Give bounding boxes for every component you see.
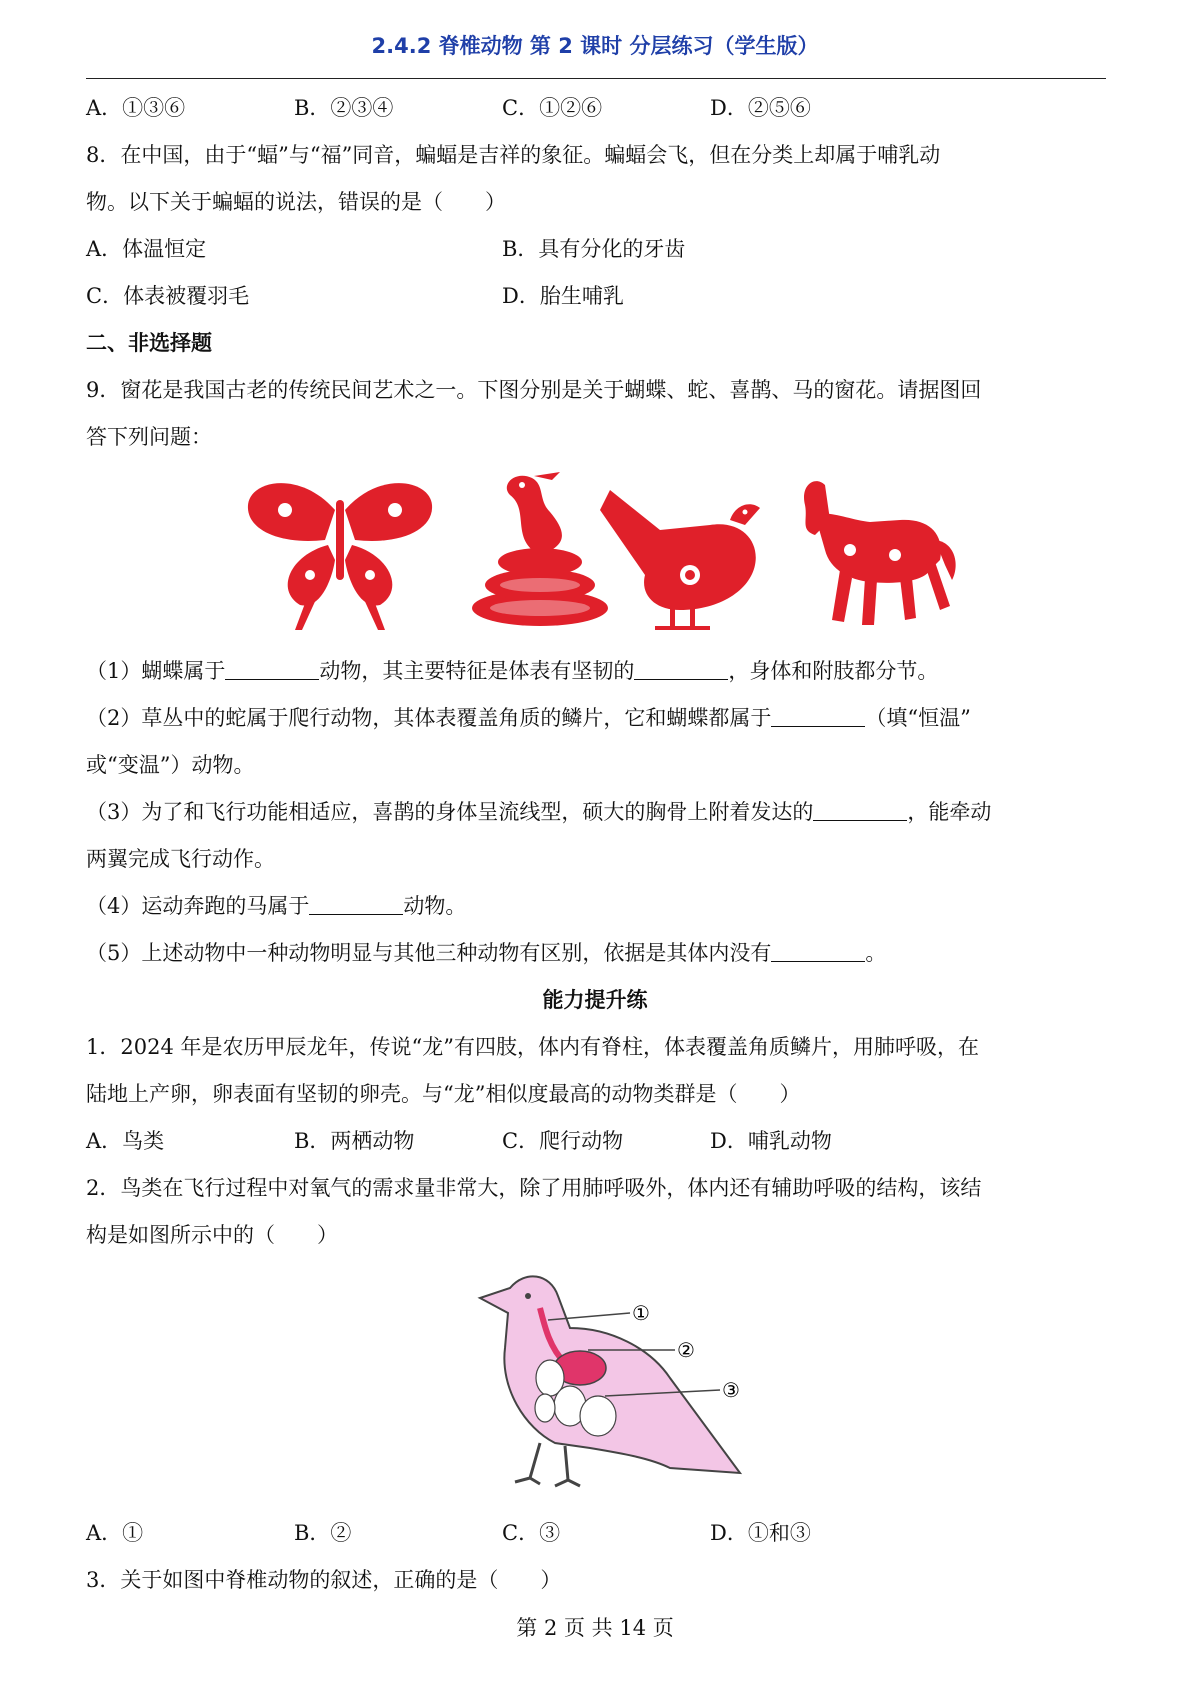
q9-text-line2: 答下列问题： — [86, 425, 212, 449]
q9-part5: （5）上述动物中一种动物明显与其他三种动物有区别，依据是其体内没有 。 — [86, 941, 887, 965]
label-3: ③ — [722, 1378, 740, 1402]
bird-eye — [525, 1293, 531, 1299]
q9-part2-cont: 或“变温”）动物。 — [86, 753, 255, 777]
a1-text-line1: 1．2024 年是农历甲辰龙年，传说“龙”有四肢，体内有脊柱，体表覆盖角质鳞片，用肺呼吸，在 — [86, 1035, 979, 1059]
q9-part4: （4）运动奔跑的马属于 动物。 — [86, 894, 467, 918]
label-2: ② — [677, 1338, 695, 1362]
section-title-non-choice: 二、非选择题 — [86, 331, 212, 355]
bird-air-sac-4 — [535, 1394, 555, 1422]
page-footer: 第 2 页 共 14 页 — [516, 1616, 674, 1640]
section-title-advanced: 能力提升练 — [542, 988, 648, 1012]
a1-option-d: D．哺乳动物 — [710, 1129, 832, 1153]
q9-part2-blank[interactable] — [771, 708, 865, 727]
a1-option-b: B．两栖动物 — [294, 1129, 415, 1153]
q9-text-line1: 9．窗花是我国古老的传统民间艺术之一。下图分别是关于蝴蝶、蛇、喜鹊、马的窗花。请据图回 — [86, 378, 982, 402]
snake-papercut-icon — [472, 472, 608, 626]
label-1: ① — [632, 1301, 650, 1325]
q8-text-line2: 物。以下关于蝙蝠的说法，错误的是（ ） — [86, 190, 506, 214]
a3-text-line1: 3．关于如图中脊椎动物的叙述，正确的是（ ） — [86, 1568, 562, 1592]
q7-option-d: D．②⑤⑥ — [710, 96, 811, 120]
a2-text-line1: 2．鸟类在飞行过程中对氧气的需求量非常大，除了用肺呼吸外，体内还有辅助呼吸的结构，该结 — [86, 1176, 982, 1200]
q8-option-b: B．具有分化的牙齿 — [502, 237, 686, 261]
header-rule — [86, 78, 1106, 79]
a2-option-c: C．③ — [502, 1521, 561, 1545]
q9-part2: （2）草丛中的蛇属于爬行动物，其体表覆盖角质的鳞片，它和蝴蝶都属于 （填“恒温” — [86, 706, 971, 730]
a2-option-d: D．①和③ — [710, 1521, 811, 1545]
bird-anatomy-diagram — [470, 1268, 770, 1498]
horse-papercut-icon — [804, 481, 956, 625]
q8-option-d: D．胎生哺乳 — [502, 284, 624, 308]
butterfly-papercut-icon — [248, 483, 432, 630]
q9-part3: （3）为了和飞行功能相适应，喜鹊的身体呈流线型，硕大的胸骨上附着发达的 ，能牵动 — [86, 800, 992, 824]
papercut-illustrations — [240, 470, 960, 630]
q8-option-a: A．体温恒定 — [86, 237, 207, 261]
a1-option-c: C．爬行动物 — [502, 1129, 624, 1153]
q7-option-a: A．①③⑥ — [86, 96, 186, 120]
a2-text-line2: 构是如图所示中的（ ） — [86, 1223, 338, 1247]
a1-text-line2: 陆地上产卵，卵表面有坚韧的卵壳。与“龙”相似度最高的动物类群是（ ） — [86, 1082, 801, 1106]
bird-body-shape — [480, 1276, 740, 1473]
q9-part3-cont: 两翼完成飞行动作。 — [86, 847, 275, 871]
q9-part4-blank[interactable] — [309, 896, 403, 915]
q9-part3-blank[interactable] — [813, 802, 907, 821]
a2-option-a: A．① — [86, 1521, 144, 1545]
a2-option-b: B．② — [294, 1521, 352, 1545]
q9-part5-blank[interactable] — [771, 943, 865, 962]
q8-text-line1: 8．在中国，由于“蝠”与“福”同音，蝙蝠是吉祥的象征。蝙蝠会飞，但在分类上却属于哺乳动 — [86, 143, 941, 167]
a1-option-a: A．鸟类 — [86, 1129, 165, 1153]
q9-part1-blank-2[interactable] — [634, 661, 728, 680]
q9-part1-blank-1[interactable] — [225, 661, 319, 680]
q8-option-c: C．体表被覆羽毛 — [86, 284, 250, 308]
magpie-papercut-icon — [600, 490, 760, 630]
q9-part1: （1）蝴蝶属于 动物，其主要特征是体表有坚韧的 ，身体和附肢都分节。 — [86, 659, 939, 683]
q7-option-c: C．①②⑥ — [502, 96, 603, 120]
bird-air-sac-3 — [580, 1396, 616, 1436]
q7-option-b: B．②③④ — [294, 96, 394, 120]
page-header-title: 2.4.2 脊椎动物 第 2 课时 分层练习（学生版） — [371, 34, 819, 58]
bird-legs — [515, 1443, 580, 1486]
